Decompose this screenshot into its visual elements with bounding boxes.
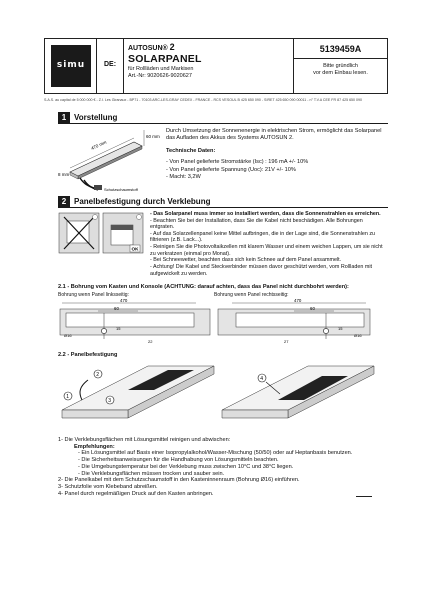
ok-label: OK bbox=[131, 246, 139, 252]
recommendation-item: - Die Verklebungsflächen müssen trocken und sauber sein. bbox=[78, 470, 225, 477]
caption-left-side: Bohrung wenn Panel linksseitig: bbox=[58, 292, 129, 298]
article-number: Art.-Nr: 9020626-9020627 bbox=[128, 73, 192, 79]
section-1-title: Vorstellung bbox=[74, 113, 118, 122]
panel-dimension-figure bbox=[58, 128, 158, 200]
read-note: Bitte gründlich vor dem Einbau lesen. bbox=[313, 63, 368, 76]
svg-text:15: 15 bbox=[338, 326, 343, 331]
spec-voltage: - Von Panel gelieferte Spannung (Uoc): 21V +/- 10% bbox=[166, 166, 296, 173]
brand-name: AUTOSUN® 2 bbox=[128, 42, 175, 52]
step-1: 1- Die Verklebungsflächen mit Lösungsmittel reinigen und abwischen: bbox=[58, 437, 231, 443]
svg-text:Ø16: Ø16 bbox=[64, 333, 72, 338]
subsection-2-1-title: 2.1 - Bohrung vom Kasten und Konsole (ACHTUNG: darauf achten, dass das Panel nicht durchbohrt werden): bbox=[58, 284, 349, 290]
svg-text:15: 15 bbox=[116, 326, 121, 331]
recommendations-heading: Empfehlungen: bbox=[74, 443, 115, 450]
callout-3: 3 bbox=[108, 398, 112, 404]
section-1-heading: 1 Vorstellung bbox=[58, 112, 388, 124]
section-2-heading: 2 Panelbefestigung durch Verklebung bbox=[58, 196, 388, 208]
mounting-right-figure bbox=[218, 360, 378, 432]
drilling-right-figure bbox=[214, 299, 374, 347]
recommendation-item: - Die Sicherheitsanweisungen für die Handhabung von Lösungsmitteln beachten. bbox=[78, 457, 279, 464]
orientation-figure bbox=[58, 211, 144, 259]
caption-right-side: Bohrung wenn Panel rechtsseitig: bbox=[214, 292, 289, 298]
spec-power: - Macht: 3,2W bbox=[166, 173, 201, 180]
step-3: 3- Schutzfolie vom Klebeband abreißen. bbox=[58, 483, 158, 490]
logo-cell bbox=[45, 39, 97, 93]
legal-line: S.A.S. au capital de 5 000 000 € - Z.I. Les Giranaux - BP71 - 70103 ARC-LES-GRAY CEDEX - FRANCE - RCS VESOUL B 425 650 090 - SIRET 425 650 090 00011 - n° T.V.A CEE FR 87 425 650 090 bbox=[44, 98, 363, 102]
svg-text:470: 470 bbox=[120, 298, 128, 303]
section-2-title: Panelbefestigung durch Verklebung bbox=[74, 197, 211, 206]
step-2: 2- Die Panelkabel mit dem Schutzschaumstoff in den Kasteninnenraum (Bohrung Ø16) einführen. bbox=[58, 477, 300, 484]
svg-text:60: 60 bbox=[310, 306, 315, 311]
svg-text:8 mm: 8 mm bbox=[58, 172, 70, 177]
header bbox=[44, 38, 388, 94]
simu-logo: simu bbox=[51, 45, 91, 87]
svg-text:60: 60 bbox=[114, 306, 119, 311]
footer-rule bbox=[356, 496, 372, 497]
callout-4: 4 bbox=[260, 376, 264, 382]
callout-1: 1 bbox=[66, 394, 70, 400]
spec-current: - Von Panel gelieferte Stromstärke (Isc) : 196 mA +/- 10% bbox=[166, 159, 309, 166]
drilling-left-figure bbox=[58, 299, 214, 347]
section-1-text: Durch Umsetzung der Sonnenenergie in elektrischen Strom, ermöglicht das Solarpanel das Aufladen des Akkus des Systems AUTOSUN 2. Technische Daten: - Von Panel gelieferte Stromstärke (Isc) : 196 mA +/- 10% - Von Panel gelieferte Spannung (Uoc): 21V +/- 10% - Macht: 3,2W bbox=[166, 128, 384, 181]
svg-text:60 mm: 60 mm bbox=[146, 134, 160, 139]
language-code: DE: bbox=[103, 61, 117, 68]
recommendation-item: - Die Umgebungstemperatur bei der Verklebung muss zwischen 10°C und 38°C liegen. bbox=[78, 463, 294, 470]
subsection-2-2-title: 2.2 - Panelbefestigung bbox=[58, 352, 118, 358]
product-title: SOLARPANEL bbox=[128, 53, 202, 65]
svg-text:470: 470 bbox=[294, 298, 302, 303]
reference-number: 5139459A bbox=[294, 39, 387, 59]
callout-2: 2 bbox=[96, 372, 100, 378]
svg-text:Ø16: Ø16 bbox=[354, 333, 362, 338]
mounting-steps bbox=[58, 437, 378, 497]
svg-text:470 mm: 470 mm bbox=[90, 139, 108, 151]
product-subtitle: für Rollläden und Markisen bbox=[128, 66, 194, 72]
svg-text:27: 27 bbox=[284, 339, 289, 344]
step-4: 4- Panel durch regelmäßigen Druck auf den Kasten anbringen. bbox=[58, 490, 214, 497]
foam-label: Schutzschaumstoff bbox=[104, 187, 138, 192]
recommendation-item: - Ein Lösungsmittel auf Basis einer Isopropylalkohol/Wasser-Mischung (50/50) oder auf Heptanbasis benutzen. bbox=[78, 450, 353, 457]
product-cell bbox=[123, 39, 293, 93]
mounting-left-figure bbox=[58, 360, 218, 432]
section-2-bullets: - Das Solarpanel muss immer so installiert werden, dass die Sonnenstrahlen es erreichen. - Beachten Sie bei der Installation, dass Sie die Kabel nicht beschädigen. Alle Bohrungen entgraten. - Auf das Solarzellenpanel keine Mittel aufbringen, die in der Lage sind, die Sonnenstrahlen zu filtrieren (z.B. Lack...). - Reinigen Sie die Photovoltaikzellen mit klarem Wasser und einem weichen Lappen, um sie nicht zu verkratzen (einmal pro Monat). - Bei Schneewetter, beachten dass sich kein Schnee auf dem Panel ansammelt. - Achtung! Die Kabel und Steckverbinder müssen davor geschützt werden, vom Rollladen mit aufgewickelt zu werden. bbox=[150, 211, 383, 277]
svg-text:22: 22 bbox=[148, 339, 153, 344]
reference-cell bbox=[293, 39, 387, 93]
